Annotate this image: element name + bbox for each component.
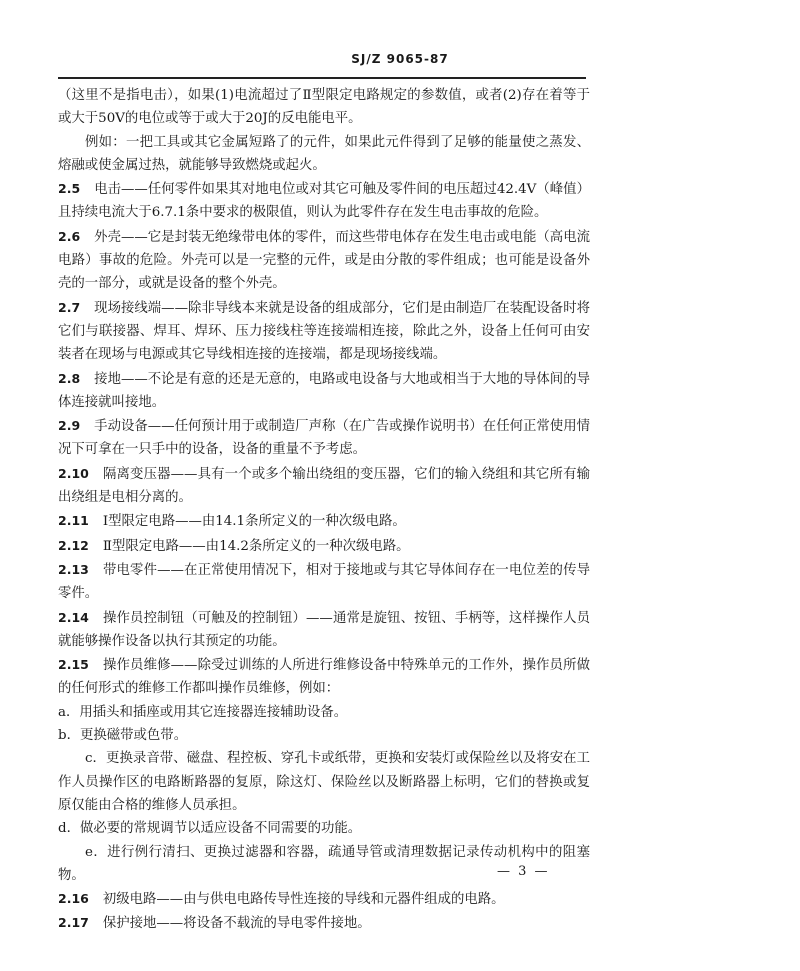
document-code-header: SJ/Z 9065-87 bbox=[351, 52, 449, 66]
clause-2-14 bbox=[58, 606, 590, 654]
clause-number: 2.5 bbox=[58, 181, 81, 197]
clause-2-9 bbox=[58, 414, 590, 462]
clause-text: 现场接线端——除非导线本来就是设备的组成部分，它们是由制造厂在装配设备时将它们与联接器、焊耳、焊环、压力接线柱等连接端相连接，除此之外，设备上任何可由安装者在现场与电源或其它导线相连接的连接端，都是现场接线端。 bbox=[58, 300, 590, 363]
clause-number: 2.9 bbox=[58, 418, 81, 434]
list-item-text: d．做必要的常规调节以适应设备不同需要的功能。 bbox=[58, 821, 362, 837]
list-item-text: c．更换录音带、磁盘、程控板、穿孔卡或纸带，更换和安装灯或保险丝以及将安在工作人员操作区的电路断路器的复原，除这灯、保险丝以及断路器上标明，它们的替换或复原仅能由合格的维修人员承担。 bbox=[58, 751, 590, 813]
list-item-text: e．进行例行清扫、更换过滤器和容器，疏通导管或清理数据记录传动机构中的阻塞物。 bbox=[58, 844, 590, 883]
clause-2-12 bbox=[58, 534, 590, 558]
clause-number: 2.15 bbox=[58, 657, 89, 673]
clause-2-6 bbox=[58, 225, 590, 296]
clause-text: 隔离变压器——具有一个或多个输出绕组的变压器，它们的输入绕组和其它所有输出绕组是电相分离的。 bbox=[58, 466, 590, 506]
clause-text: 电击——任何零件如果其对地电位或对其它可触及零件间的电压超过42.4V（峰值）且持续电流大于6.7.1条中要求的极限值，则认为此零件存在发生电击事故的危险。 bbox=[58, 182, 590, 221]
clause-text: Ⅱ型限定电路——由14.2条所定义的一种次级电路。 bbox=[102, 538, 410, 554]
list-item-c bbox=[58, 747, 590, 817]
list-item-b bbox=[58, 724, 590, 747]
clause-number: 2.6 bbox=[58, 228, 81, 244]
clause-text: 接地——不论是有意的还是无意的，电路或电设备与大地或相当于大地的导体间的导体连接就叫接地。 bbox=[58, 371, 590, 410]
clause-number: 2.7 bbox=[58, 299, 81, 315]
clause-number: 2.13 bbox=[58, 561, 89, 577]
clause-2-5 bbox=[58, 177, 590, 225]
list-item-d bbox=[58, 817, 590, 840]
clause-text: 操作员维修——除受过训练的人所进行维修设备中特殊单元的工作外，操作员所做的任何形式的维修工作都叫操作员维修，例如： bbox=[58, 658, 590, 697]
clause-text: 手动设备——任何预计用于或制造厂声称（在广告或操作说明书）在任何正常使用情况下可拿在一只手中的设备，设备的重量不予考虑。 bbox=[58, 419, 590, 458]
document-body bbox=[58, 84, 590, 936]
clause-number: 2.16 bbox=[58, 891, 89, 907]
list-item-text: a．用插头和插座或用其它连接器连接辅助设备。 bbox=[58, 704, 348, 720]
clause-2-7 bbox=[58, 296, 590, 367]
clause-2-15 bbox=[58, 653, 590, 701]
paragraph-example bbox=[58, 131, 590, 178]
clause-text: 保护接地——将设备不载流的导电零件接地。 bbox=[102, 916, 371, 932]
clause-text: 带电零件——在正常使用情况下，相对于接地或与其它导体间存在一电位差的传导零件。 bbox=[58, 562, 590, 602]
clause-number: 2.10 bbox=[58, 465, 89, 481]
clause-2-11 bbox=[58, 509, 590, 533]
clause-2-16 bbox=[58, 887, 590, 911]
page-number: — 3 — bbox=[497, 864, 550, 879]
clause-number: 2.11 bbox=[58, 513, 89, 529]
header-rule bbox=[58, 77, 586, 79]
clause-number: 2.17 bbox=[58, 915, 89, 931]
clause-text: 初级电路——由与供电电路传导性连接的导线和元器件组成的电路。 bbox=[102, 892, 505, 908]
paragraph-text: 例如：一把工具或其它金属短路了的元件，如果此元件得到了足够的能量使之蒸发、熔融或使金属过热，就能够导致燃烧或起火。 bbox=[58, 134, 590, 173]
clause-2-13 bbox=[58, 558, 590, 606]
paragraph-text: （这里不是指电击），如果(1)电流超过了Ⅱ型限定电路规定的参数值，或者(2)存在着等于或大于50V的电位或等于或大于20J的反电能电平。 bbox=[58, 88, 590, 127]
clause-text: 操作员控制钮（可触及的控制钮）——通常是旋钮、按钮、手柄等，这样操作人员就能够操作设备以执行其预定的功能。 bbox=[58, 610, 590, 649]
clause-text: 外壳——它是封装无绝缘带电体的零件，而这些带电体存在发生电击或电能（高电流电路）事故的危险。外壳可以是一完整的元件，或是由分散的零件组成；也可能是设备外壳的一部分，或就是设备的整个外壳。 bbox=[58, 229, 590, 292]
clause-text: Ⅰ型限定电路——由14.1条所定义的一种次级电路。 bbox=[102, 514, 406, 530]
clause-number: 2.14 bbox=[58, 609, 89, 625]
list-item-a bbox=[58, 701, 590, 724]
paragraph-continuation bbox=[58, 84, 590, 131]
clause-2-8 bbox=[58, 367, 590, 415]
clause-2-10 bbox=[58, 462, 590, 510]
clause-number: 2.12 bbox=[58, 537, 89, 553]
clause-number: 2.8 bbox=[58, 370, 81, 386]
list-item-text: b．更换磁带或色带。 bbox=[58, 728, 188, 744]
clause-2-17 bbox=[58, 911, 590, 935]
